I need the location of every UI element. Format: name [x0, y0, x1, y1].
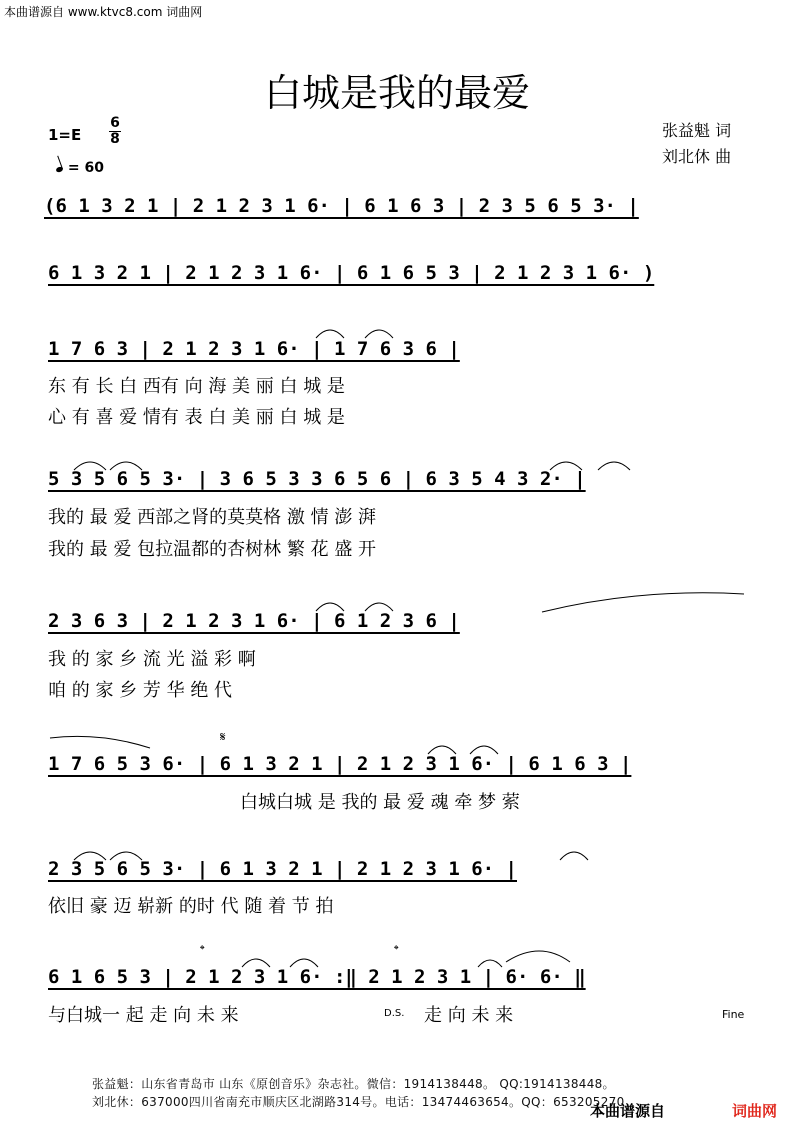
- slur-arc: [470, 746, 498, 754]
- slur-arc: [550, 462, 582, 470]
- slur-arc: [242, 959, 270, 967]
- slur-arc: [316, 330, 344, 338]
- lyric-row-4-verse-2: 我的 最 爱 包拉温都的杏树林 繁 花 盛 开: [48, 539, 377, 560]
- score-row-2: 6 1 3 2 1 | 2 1 2 3 1 6· | 6 1 6 5 3 | 2 1 2 3 1 6· ): [48, 262, 655, 284]
- lyricist-credit: 张益魁 词: [662, 121, 732, 140]
- site-header: 本曲谱源自 www.ktvc8.com 词曲网: [4, 5, 203, 19]
- slur-arc: [110, 852, 142, 860]
- slur-arc: [316, 603, 344, 611]
- score-row-5: 2 3 6 3 | 2 1 2 3 1 6· | 6 1 2 3 6 |: [48, 610, 460, 632]
- tempo-value: = 60: [67, 160, 104, 176]
- brand-watermark-left: 本曲谱源自: [590, 1102, 666, 1120]
- lyric-row-3-verse-1: 东 有 长 白 西有 向 海 美 丽 白 城 是: [48, 376, 345, 397]
- slur-arc: [506, 951, 570, 962]
- time-signature-bottom: 8: [110, 131, 120, 147]
- slur-arc: [50, 736, 150, 748]
- ds-marking: D.S.: [384, 1008, 405, 1019]
- score-row-8: 6 1 6 5 3 | 2 1 2 3 1 6· :‖ 2 1 2 3 1 | 6· 6· ‖: [48, 966, 586, 988]
- coda-sign-1: 𝄌: [200, 943, 205, 958]
- slur-arc: [428, 746, 456, 754]
- slur-arc: [365, 330, 393, 338]
- lyric-row-6: 白城白城 是 我的 最 爱 魂 牵 梦 萦: [240, 792, 520, 813]
- slur-arc: [110, 462, 142, 470]
- score-row-4: 5 3 5 6 5 3· | 3 6 5 3 3 6 5 6 | 6 3 5 4 3 2· |: [48, 468, 586, 490]
- score-row-6: 1 7 6 5 3 6· | 6 1 3 2 1 | 2 1 2 3 1 6· | 6 1 6 3 |: [48, 753, 632, 775]
- slur-arc: [290, 959, 318, 967]
- song-title: 白城是我的最爱: [263, 71, 530, 115]
- lyric-row-8-b: 走 向 未 来: [424, 1005, 514, 1026]
- segno-sign: 𝄋: [220, 730, 226, 745]
- key-signature: 1=E: [48, 126, 82, 144]
- slur-arc: [365, 603, 393, 611]
- slur-arc: [560, 852, 588, 860]
- brand-watermark-right: 词曲网: [732, 1102, 778, 1120]
- lyric-row-7: 依旧 豪 迈 崭新 的时 代 随 着 节 拍: [48, 896, 334, 917]
- score-row-3: 1 7 6 3 | 2 1 2 3 1 6· | 1 7 6 3 6 |: [48, 338, 460, 360]
- lyric-row-8-a: 与白城一 起 走 向 未 来: [48, 1005, 239, 1026]
- time-signature-top: 6: [110, 115, 120, 131]
- lyric-row-5-verse-2: 咱 的 家 乡 芳 华 绝 代: [48, 680, 233, 701]
- composer-credit: 刘北休 曲: [662, 147, 732, 166]
- score-row-1: (6 1 3 2 1 | 2 1 2 3 1 6· | 6 1 6 3 | 2 3 5 6 5 3· |: [44, 195, 639, 217]
- fine-marking: Fine: [722, 1008, 745, 1021]
- score-row-7: 2 3 5 6 5 3· | 6 1 3 2 1 | 2 1 2 3 1 6· |: [48, 858, 517, 880]
- slur-arc: [74, 462, 106, 470]
- slur-arc: [478, 960, 502, 967]
- slur-arc: [74, 852, 106, 860]
- coda-sign-2: 𝄌: [394, 943, 399, 958]
- lyric-row-5-verse-1: 我 的 家 乡 流 光 溢 彩 啊: [48, 649, 256, 670]
- slur-arc: [542, 593, 744, 612]
- slur-arc: [598, 462, 630, 470]
- lyric-row-3-verse-2: 心 有 喜 爱 情有 表 白 美 丽 白 城 是: [48, 407, 345, 428]
- footer-credit-lyricist: 张益魁：山东省青岛市 山东《原创音乐》杂志社。微信：1914138448。 QQ:1914138448。: [92, 1077, 615, 1091]
- footer-credit-composer: 刘北休：637000四川省南充市顺庆区北湖路314号。电话：13474463654。QQ：653205270: [92, 1095, 625, 1109]
- lyric-row-4-verse-1: 我的 最 爱 西部之肾的莫莫格 激 情 澎 湃: [48, 507, 377, 528]
